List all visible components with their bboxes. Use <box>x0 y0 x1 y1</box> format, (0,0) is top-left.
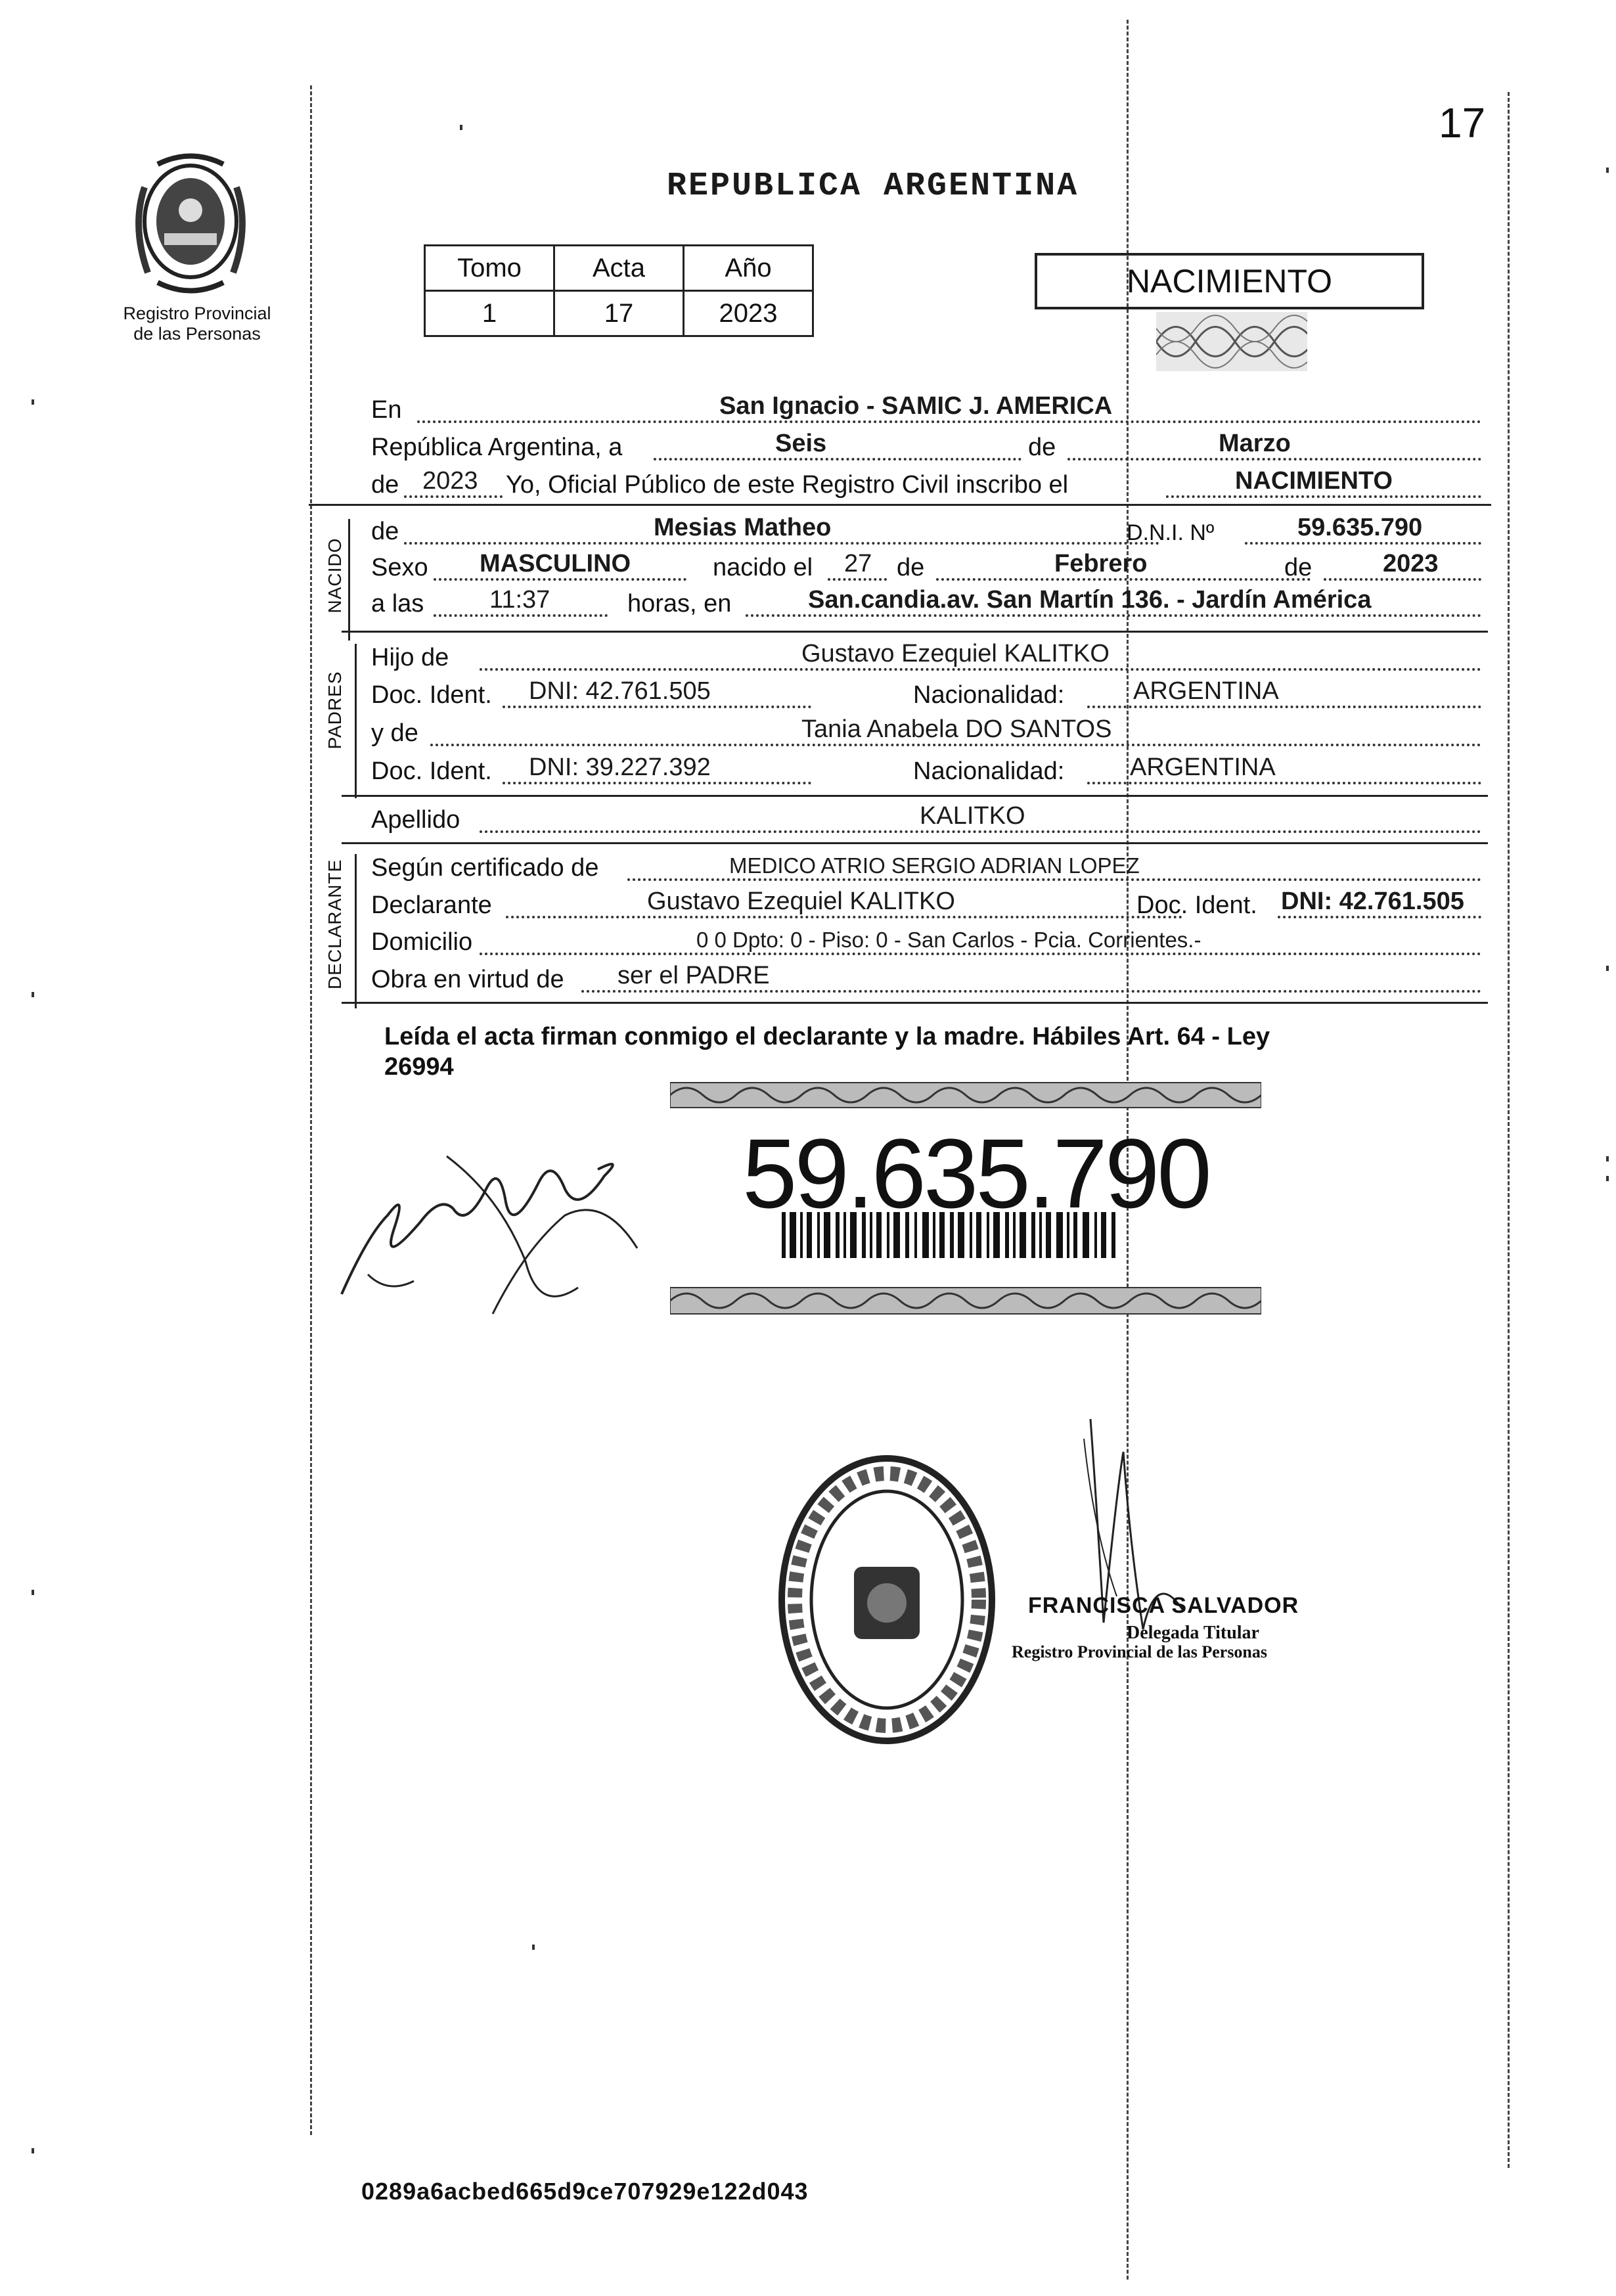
caption-line-1: Registro Provincial <box>123 304 271 323</box>
row-father <box>371 641 1488 673</box>
value-place: San Ignacio - SAMIC J. AMERICA <box>719 392 1113 420</box>
value-year: 2023 <box>422 467 478 495</box>
dotted-line <box>746 614 1481 617</box>
divider <box>342 631 1488 633</box>
dotted-line <box>503 706 811 708</box>
scan-speck <box>32 2148 34 2153</box>
divider <box>342 842 1488 844</box>
official-seal <box>769 1445 1005 1754</box>
value-surname: KALITKO <box>920 802 1025 830</box>
label-nacionalidad: Nacionalidad: <box>913 681 1065 709</box>
label-doc-ident: Doc. Ident. <box>1136 891 1257 919</box>
label-y-de: y de <box>371 719 418 747</box>
section-bar-nacido <box>348 519 350 641</box>
dotted-line <box>1067 458 1481 461</box>
row-place <box>371 393 1488 426</box>
document-hash: 0289a6acbed665d9ce707929e122d043 <box>361 2178 809 2205</box>
label-declarante: Declarante <box>371 891 492 919</box>
dotted-line <box>654 458 1021 461</box>
value-certificate: MEDICO ATRIO SERGIO ADRIAN LOPEZ <box>729 853 1140 878</box>
row-mother <box>371 716 1488 749</box>
row-date <box>371 430 1488 463</box>
row-child-name <box>371 514 1488 547</box>
value-act: NACIMIENTO <box>1235 467 1393 495</box>
row-capacity <box>371 962 1488 995</box>
row-address <box>371 925 1488 958</box>
dotted-line <box>480 953 1481 955</box>
label-de: de <box>1284 554 1313 581</box>
registrar-name: FRANCISCA SALVADOR <box>1028 1593 1299 1618</box>
label-a-las: a las <box>371 590 424 618</box>
caption-line-2: de las Personas <box>133 324 261 344</box>
row-surname <box>371 803 1488 836</box>
label-dni: D.N.I. Nº <box>1127 520 1215 545</box>
registrar-organization: Registro Provincial de las Personas <box>1012 1642 1268 1661</box>
divider <box>342 795 1488 797</box>
scan-speck <box>32 399 34 405</box>
dotted-line <box>1278 916 1481 918</box>
section-bar-padres <box>355 644 357 798</box>
dotted-line <box>480 668 1481 671</box>
row-certificate <box>371 851 1488 884</box>
value-birth-month: Febrero <box>1054 550 1148 577</box>
row-father-doc <box>371 678 1488 711</box>
label-domicilio: Domicilio <box>371 928 473 956</box>
value-sexo: MASCULINO <box>480 550 631 577</box>
dotted-line <box>1087 706 1481 708</box>
row-sex-birth <box>371 551 1488 583</box>
value-birth-place: San.candia.av. San Martín 136. - Jardín América <box>808 586 1372 614</box>
closing-text-line-1: Leída el acta firman conmigo el declarante y la madre. Hábiles Art. 64 - Ley <box>384 1023 1270 1050</box>
label-nacionalidad: Nacionalidad: <box>913 757 1065 785</box>
declarant-signature <box>328 1117 670 1340</box>
section-label-declarante: DECLARANTE <box>325 859 345 989</box>
value-declarant-doc: DNI: 42.761.505 <box>1281 888 1464 915</box>
dotted-line <box>480 830 1481 833</box>
province-emblem-icon <box>118 148 263 305</box>
value-anio: 2023 <box>684 291 813 336</box>
registry-statement: Yo, Oficial Público de este Registro Civil inscribo el <box>506 471 1069 499</box>
section-label-padres: PADRES <box>325 671 345 750</box>
value-capacity: ser el PADRE <box>617 962 770 989</box>
dotted-line <box>506 916 1182 918</box>
label-apellido: Apellido <box>371 806 460 834</box>
row-mother-doc <box>371 754 1488 787</box>
label-country: República Argentina, a <box>371 434 623 461</box>
dotted-line <box>1087 782 1481 784</box>
label-de: de <box>371 518 399 545</box>
registrar-role: Delegada Titular <box>1127 1623 1259 1643</box>
scan-fold-line-left <box>310 85 312 2135</box>
label-horas-en: horas, en <box>627 590 732 618</box>
page-number: 17 <box>1439 99 1486 146</box>
label-segun-certificado: Según certificado de <box>371 854 599 882</box>
scan-speck <box>32 1590 34 1595</box>
value-mother-doc: DNI: 39.227.392 <box>529 754 711 781</box>
label-sexo: Sexo <box>371 554 428 581</box>
value-father-doc: DNI: 42.761.505 <box>529 677 711 705</box>
closing-text-line-2: 26994 <box>384 1053 454 1081</box>
scan-speck <box>1606 1156 1609 1161</box>
value-tomo: 1 <box>425 291 554 336</box>
divider <box>309 504 1491 506</box>
label-en: En <box>371 396 402 424</box>
section-label-nacido: NACIDO <box>325 537 345 614</box>
dotted-line <box>404 542 1159 545</box>
value-month: Marzo <box>1219 430 1291 457</box>
dotted-line <box>434 578 686 581</box>
scan-speck <box>32 992 34 997</box>
scan-fold-line-right <box>1508 92 1510 2168</box>
value-day: Seis <box>775 430 827 457</box>
row-birth-time-place <box>371 587 1488 619</box>
label-obra-en-virtud: Obra en virtud de <box>371 966 564 993</box>
document-title: REPUBLICA ARGENTINA <box>667 168 1079 205</box>
dotted-line <box>434 614 608 617</box>
row-declarant <box>371 888 1488 921</box>
label-de: de <box>371 471 399 499</box>
label-de: de <box>897 554 925 581</box>
organization-caption <box>99 304 296 344</box>
value-birth-day: 27 <box>844 550 872 577</box>
value-father: Gustavo Ezequiel KALITKO <box>801 640 1110 667</box>
dotted-line <box>503 782 811 784</box>
dotted-line <box>828 578 887 581</box>
value-birth-year: 2023 <box>1383 550 1439 577</box>
book-reference-table <box>424 244 814 337</box>
scan-speck <box>1606 168 1609 173</box>
value-mother-nationality: ARGENTINA <box>1130 754 1276 781</box>
record-type-box: NACIMIENTO <box>1035 253 1424 309</box>
label-doc-ident: Doc. Ident. <box>371 757 492 785</box>
value-mother: Tania Anabela DO SANTOS <box>801 715 1112 743</box>
scan-speck <box>532 1945 535 1950</box>
header-acta: Acta <box>554 246 684 291</box>
value-address: 0 0 Dpto: 0 - Piso: 0 - San Carlos - Pcia. Corrientes.- <box>696 928 1201 952</box>
value-child-dni: 59.635.790 <box>1297 514 1423 541</box>
dotted-line <box>627 878 1481 881</box>
dotted-line <box>404 495 503 498</box>
label-nacido-el: nacido el <box>713 554 813 581</box>
scan-speck <box>460 125 462 130</box>
dotted-line <box>581 990 1481 993</box>
scan-speck <box>1606 1176 1609 1181</box>
row-year <box>371 468 1488 501</box>
value-declarant: Gustavo Ezequiel KALITKO <box>647 888 955 915</box>
label-de: de <box>1028 434 1056 461</box>
value-child-name: Mesias Matheo <box>654 514 832 541</box>
value-birth-time: 11:37 <box>489 586 550 614</box>
stamp-number: 59.635.790 <box>742 1118 1209 1228</box>
label-hijo-de: Hijo de <box>371 644 449 671</box>
scan-speck <box>1606 966 1609 971</box>
dotted-line <box>417 420 1481 423</box>
dotted-line <box>1166 495 1481 498</box>
header-tomo: Tomo <box>425 246 554 291</box>
header-anio: Año <box>684 246 813 291</box>
label-doc-ident: Doc. Ident. <box>371 681 492 709</box>
dotted-line <box>1324 578 1481 581</box>
value-father-nationality: ARGENTINA <box>1133 677 1279 705</box>
closing-text <box>384 1022 1462 1082</box>
section-bar-declarante <box>355 854 357 1008</box>
value-acta: 17 <box>554 291 684 336</box>
divider <box>342 1002 1488 1004</box>
dotted-line <box>430 744 1481 746</box>
dotted-line <box>936 578 1311 581</box>
security-pattern-icon <box>1156 312 1307 371</box>
dotted-line <box>1245 542 1481 545</box>
